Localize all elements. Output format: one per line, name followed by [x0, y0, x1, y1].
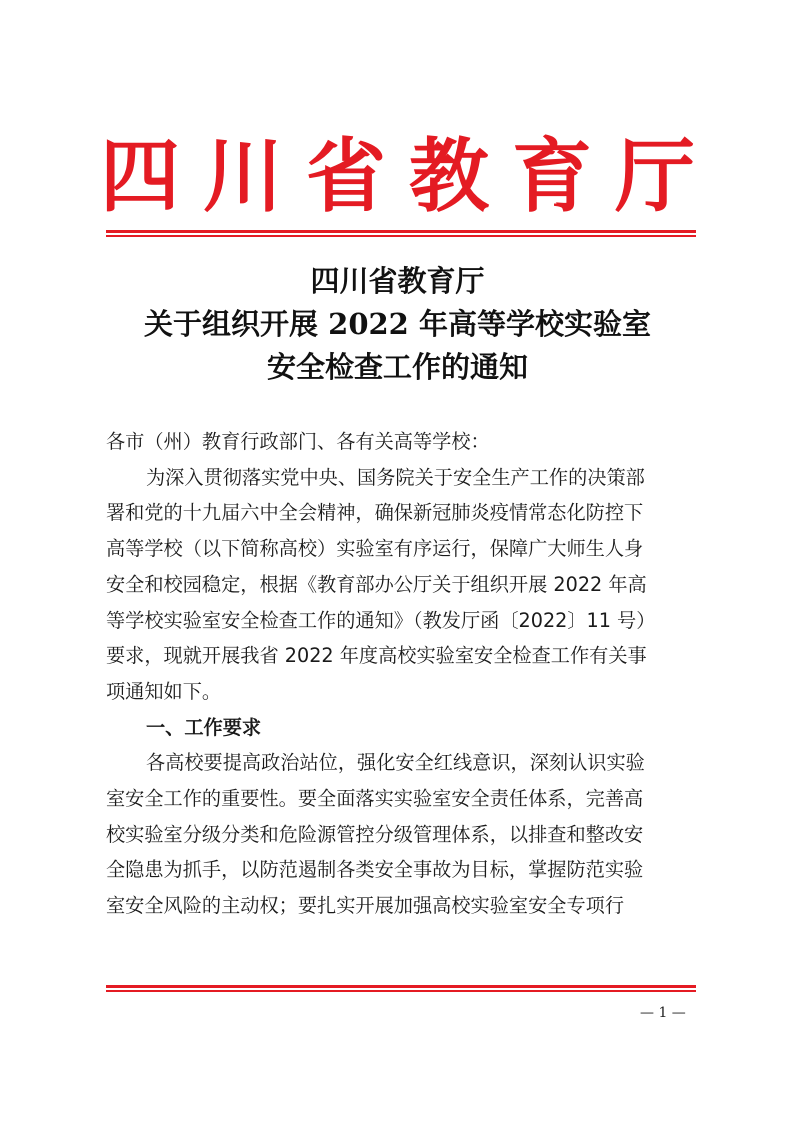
- masthead-char: 教: [409, 129, 489, 223]
- section-heading: 一、工作要求: [146, 715, 262, 739]
- paragraph-line: 署和党的十九届六中全会精神，确保新冠肺炎疫情常态化防控下: [106, 501, 644, 525]
- paragraph-line: 各高校要提高政治站位，强化安全红线意识，深刻认识实验: [146, 751, 645, 775]
- title-line: 四川省教育厅: [310, 264, 485, 298]
- agency-masthead: [100, 128, 695, 224]
- paragraph-line: 室安全风险的主动权；要扎实开展加强高校实验室安全专项行: [106, 894, 625, 918]
- masthead-divider: [106, 230, 696, 237]
- document-title: [100, 260, 695, 389]
- masthead-char: 育: [512, 129, 592, 223]
- paragraph-line: 校实验室分级分类和危险源管控分级管理体系，以排查和整改安: [106, 822, 644, 846]
- masthead-char: 四: [100, 129, 180, 223]
- paragraph-line: 全隐患为抓手，以防范遏制各类安全事故为目标，掌握防范实验: [106, 858, 644, 882]
- footer-divider: [106, 985, 696, 992]
- paragraph-line: 为深入贯彻落实党中央、国务院关于安全生产工作的决策部: [146, 465, 645, 489]
- paragraph-line: 高等学校（以下简称高校）实验室有序运行，保障广大师生人身: [106, 537, 644, 561]
- title-line: 安全检查工作的通知: [266, 350, 528, 384]
- salutation: 各市（州）教育行政部门、各有关高等学校：: [106, 430, 490, 453]
- paragraph-line: 项通知如下。: [106, 679, 222, 703]
- paragraph-line: 等学校实验室安全检查工作的通知》（教发厅函〔2022〕11 号）: [106, 608, 656, 632]
- masthead-char: 厅: [615, 129, 695, 223]
- title-line: 关于组织开展 2022 年高等学校实验室: [144, 307, 651, 341]
- paragraph-line: 安全和校园稳定，根据《教育部办公厅关于组织开展 2022 年高: [106, 572, 647, 596]
- document-body: [106, 424, 696, 924]
- masthead-char: 川: [203, 129, 283, 223]
- masthead-char: 省: [306, 129, 386, 223]
- paragraph-line: 要求，现就开展我省 2022 年度高校实验室安全检查工作有关事: [106, 644, 647, 668]
- page-number: — 1 —: [640, 1005, 686, 1021]
- paragraph-line: 室安全工作的重要性。要全面落实实验室安全责任体系，完善高: [106, 787, 644, 811]
